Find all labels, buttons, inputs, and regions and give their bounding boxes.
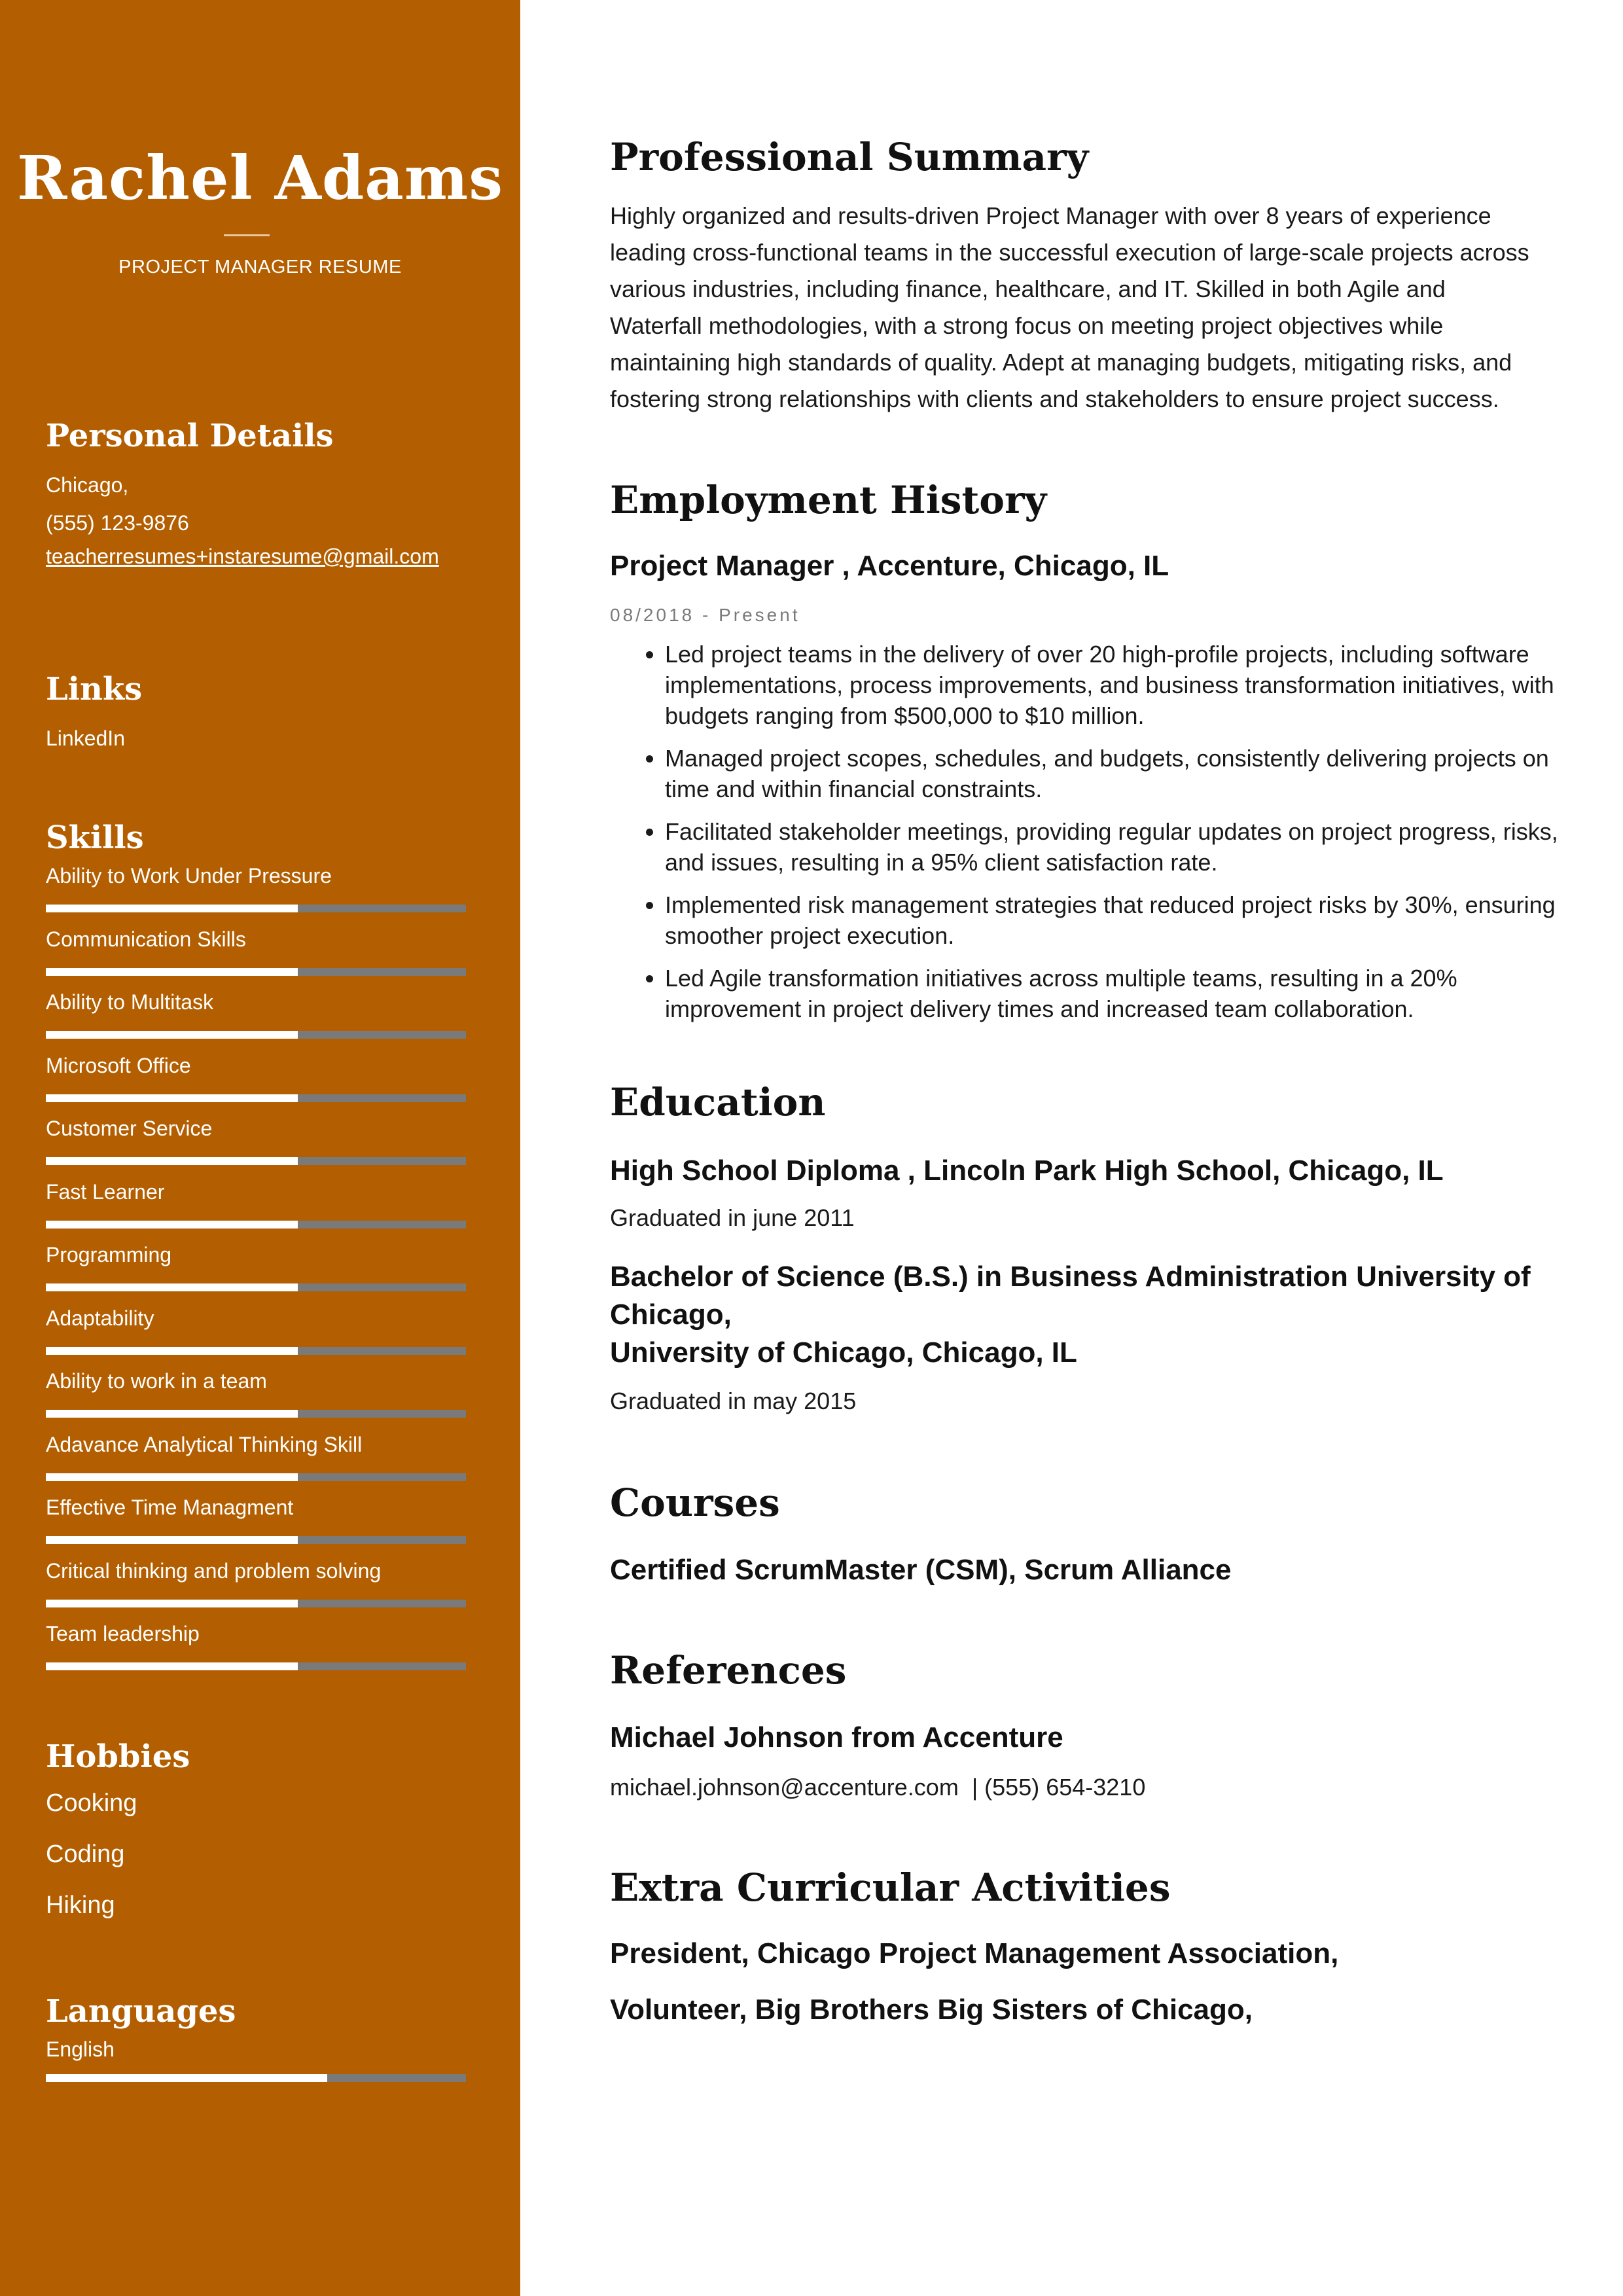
personal-details-section <box>46 418 471 571</box>
education-entry <box>610 1258 1539 1372</box>
skill-item <box>46 1367 471 1430</box>
skill-level-bar <box>46 1283 466 1291</box>
education-note: Graduated in may 2015 <box>610 1388 857 1414</box>
activities-heading: Extra Curricular Activities <box>610 1865 1171 1910</box>
activity-item: President, Chicago Project Management Association, <box>610 1937 1339 1969</box>
name-divider <box>224 234 270 236</box>
language-item <box>46 2035 471 2098</box>
skill-level-bar <box>46 968 466 976</box>
skill-label: Critical thinking and problem solving <box>46 1558 382 1583</box>
education-title-line: University of Chicago, Chicago, IL <box>610 1336 1077 1369</box>
skill-item <box>46 1619 471 1683</box>
skill-level-bar <box>46 1600 466 1607</box>
skill-item <box>46 988 471 1051</box>
sidebar <box>0 0 520 2296</box>
activity-item: Volunteer, Big Brothers Big Sisters of Chicago, <box>610 1994 1253 2026</box>
skill-label: Effective Time Managment <box>46 1496 294 1519</box>
skill-label: Adaptability <box>46 1306 154 1330</box>
job-dates: 08/2018 - Present <box>610 605 800 625</box>
course-item: Certified ScrumMaster (CSM), Scrum Alliance <box>610 1554 1232 1586</box>
skill-item <box>46 1177 471 1241</box>
skill-label: Programming <box>46 1243 172 1266</box>
skill-item <box>46 1493 471 1556</box>
skill-level-fill <box>46 905 298 912</box>
skill-level-bar <box>46 1410 466 1418</box>
skill-label: Fast Learner <box>46 1179 165 1204</box>
skill-level-bar <box>46 905 466 912</box>
candidate-name: Rachel Adams <box>16 143 504 213</box>
job-bullets <box>610 639 1561 1036</box>
skill-level-fill <box>46 968 298 976</box>
skill-item <box>46 1240 471 1304</box>
education-heading: Education <box>610 1080 826 1124</box>
skill-level-fill <box>46 1600 298 1607</box>
skill-level-fill <box>46 1410 298 1418</box>
skills-list <box>46 861 471 1683</box>
hobbies-section <box>46 1738 471 1931</box>
languages-heading: Languages <box>46 1993 236 2030</box>
skill-level-bar <box>46 1473 466 1481</box>
hobby-item: Hiking <box>46 1892 115 1919</box>
list-item: • Led project teams in the delivery of over 20 high-profile projects, including software implementations, process improvements, and business transformation initiatives, with budgets ranging from $500,000 to $10 million. <box>665 639 1561 731</box>
skill-level-bar <box>46 1157 466 1165</box>
hobbies-heading: Hobbies <box>46 1738 190 1775</box>
skill-level-fill <box>46 1473 298 1481</box>
employment-heading: Employment History <box>610 478 1047 522</box>
skill-item <box>46 1556 471 1620</box>
city-text: Chicago, <box>46 473 129 497</box>
references-heading: References <box>610 1648 847 1693</box>
skill-level-fill <box>46 1662 298 1670</box>
courses-heading: Courses <box>610 1480 780 1525</box>
skill-level-bar <box>46 1031 466 1039</box>
skill-label: Microsoft Office <box>46 1053 191 1077</box>
list-item: • Led Agile transformation initiatives across multiple teams, resulting in a 20% improvement in project delivery times and increased team collaboration. <box>665 963 1561 1024</box>
education-title-line: Bachelor of Science (B.S.) in Business Administration University of <box>610 1261 1531 1293</box>
list-item: • Implemented risk management strategies that reduced project risks by 30%, ensuring smoother project execution. <box>665 889 1561 951</box>
skill-level-fill <box>46 1094 298 1102</box>
reference-contact: michael.johnson@accenture.com | (555) 654-3210 <box>610 1774 1146 1801</box>
hobby-item: Coding <box>46 1840 125 1868</box>
skill-label: Communication Skills <box>46 927 246 951</box>
skill-label: Adavance Analytical Thinking Skill <box>46 1432 363 1456</box>
skill-label: Ability to Multitask <box>46 990 214 1014</box>
skill-level-bar <box>46 1094 466 1102</box>
skill-level-fill <box>46 1283 298 1291</box>
skill-level-fill <box>46 1221 298 1229</box>
skill-label: Ability to Work Under Pressure <box>46 864 332 888</box>
skill-level-fill <box>46 1031 298 1039</box>
skill-item <box>46 1430 471 1494</box>
main-content <box>610 0 1558 2296</box>
languages-section <box>46 1993 471 2098</box>
links-heading: Links <box>46 671 143 708</box>
language-level-bar <box>46 2074 466 2082</box>
language-label: English <box>46 2037 115 2061</box>
email-link[interactable]: teacherresumes+instaresume@gmail.com <box>46 545 439 568</box>
skill-label: Team leadership <box>46 1622 200 1645</box>
hobby-item: Cooking <box>46 1789 137 1817</box>
skill-item <box>46 925 471 988</box>
education-title-line: Chicago, <box>610 1299 732 1331</box>
summary-heading: Professional Summary <box>610 135 1089 179</box>
personal-details-heading: Personal Details <box>46 418 334 454</box>
reference-name: Michael Johnson from Accenture <box>610 1721 1063 1753</box>
skill-level-fill <box>46 1536 298 1544</box>
language-level-fill <box>46 2074 327 2082</box>
skill-item <box>46 861 471 925</box>
skill-item <box>46 1114 471 1177</box>
list-item: • Managed project scopes, schedules, and budgets, consistently delivering projects on time and within financial constraints. <box>665 743 1561 804</box>
skill-item <box>46 1304 471 1367</box>
list-item: • Facilitated stakeholder meetings, providing regular updates on project progress, risks, and issues, resulting in a 95% client satisfaction rate. <box>665 816 1561 878</box>
summary-text: Highly organized and results-driven Project Manager with over 8 years of experience leading cross-functional teams in the successful execution of large-scale projects across various industries, including finance, healthcare, and IT. Skilled in both Agile and Waterfall methodologies, with a strong focus on meeting project objectives while maintaining high standards of quality. Adept at managing budgets, mitigating risks, and fostering strong relationships with clients and stakeholders to ensure project success. <box>610 202 1529 412</box>
links-section <box>46 671 471 757</box>
skill-level-fill <box>46 1347 298 1355</box>
linkedin-link[interactable]: LinkedIn <box>46 726 125 750</box>
skills-section <box>46 819 471 1683</box>
skill-label: Ability to work in a team <box>46 1369 267 1393</box>
skill-level-bar <box>46 1536 466 1544</box>
skill-level-bar <box>46 1221 466 1229</box>
education-title: High School Diploma , Lincoln Park High School, Chicago, IL <box>610 1155 1444 1187</box>
resume-subtitle: PROJECT MANAGER RESUME <box>118 257 402 278</box>
skill-label: Customer Service <box>46 1117 213 1140</box>
skill-level-bar <box>46 1662 466 1670</box>
skills-heading: Skills <box>46 819 144 856</box>
skill-level-fill <box>46 1157 298 1165</box>
skill-level-bar <box>46 1347 466 1355</box>
skill-item <box>46 1051 471 1115</box>
phone-text: (555) 123-9876 <box>46 511 189 535</box>
job-title: Project Manager , Accenture, Chicago, IL <box>610 550 1169 582</box>
education-note: Graduated in june 2011 <box>610 1204 855 1231</box>
